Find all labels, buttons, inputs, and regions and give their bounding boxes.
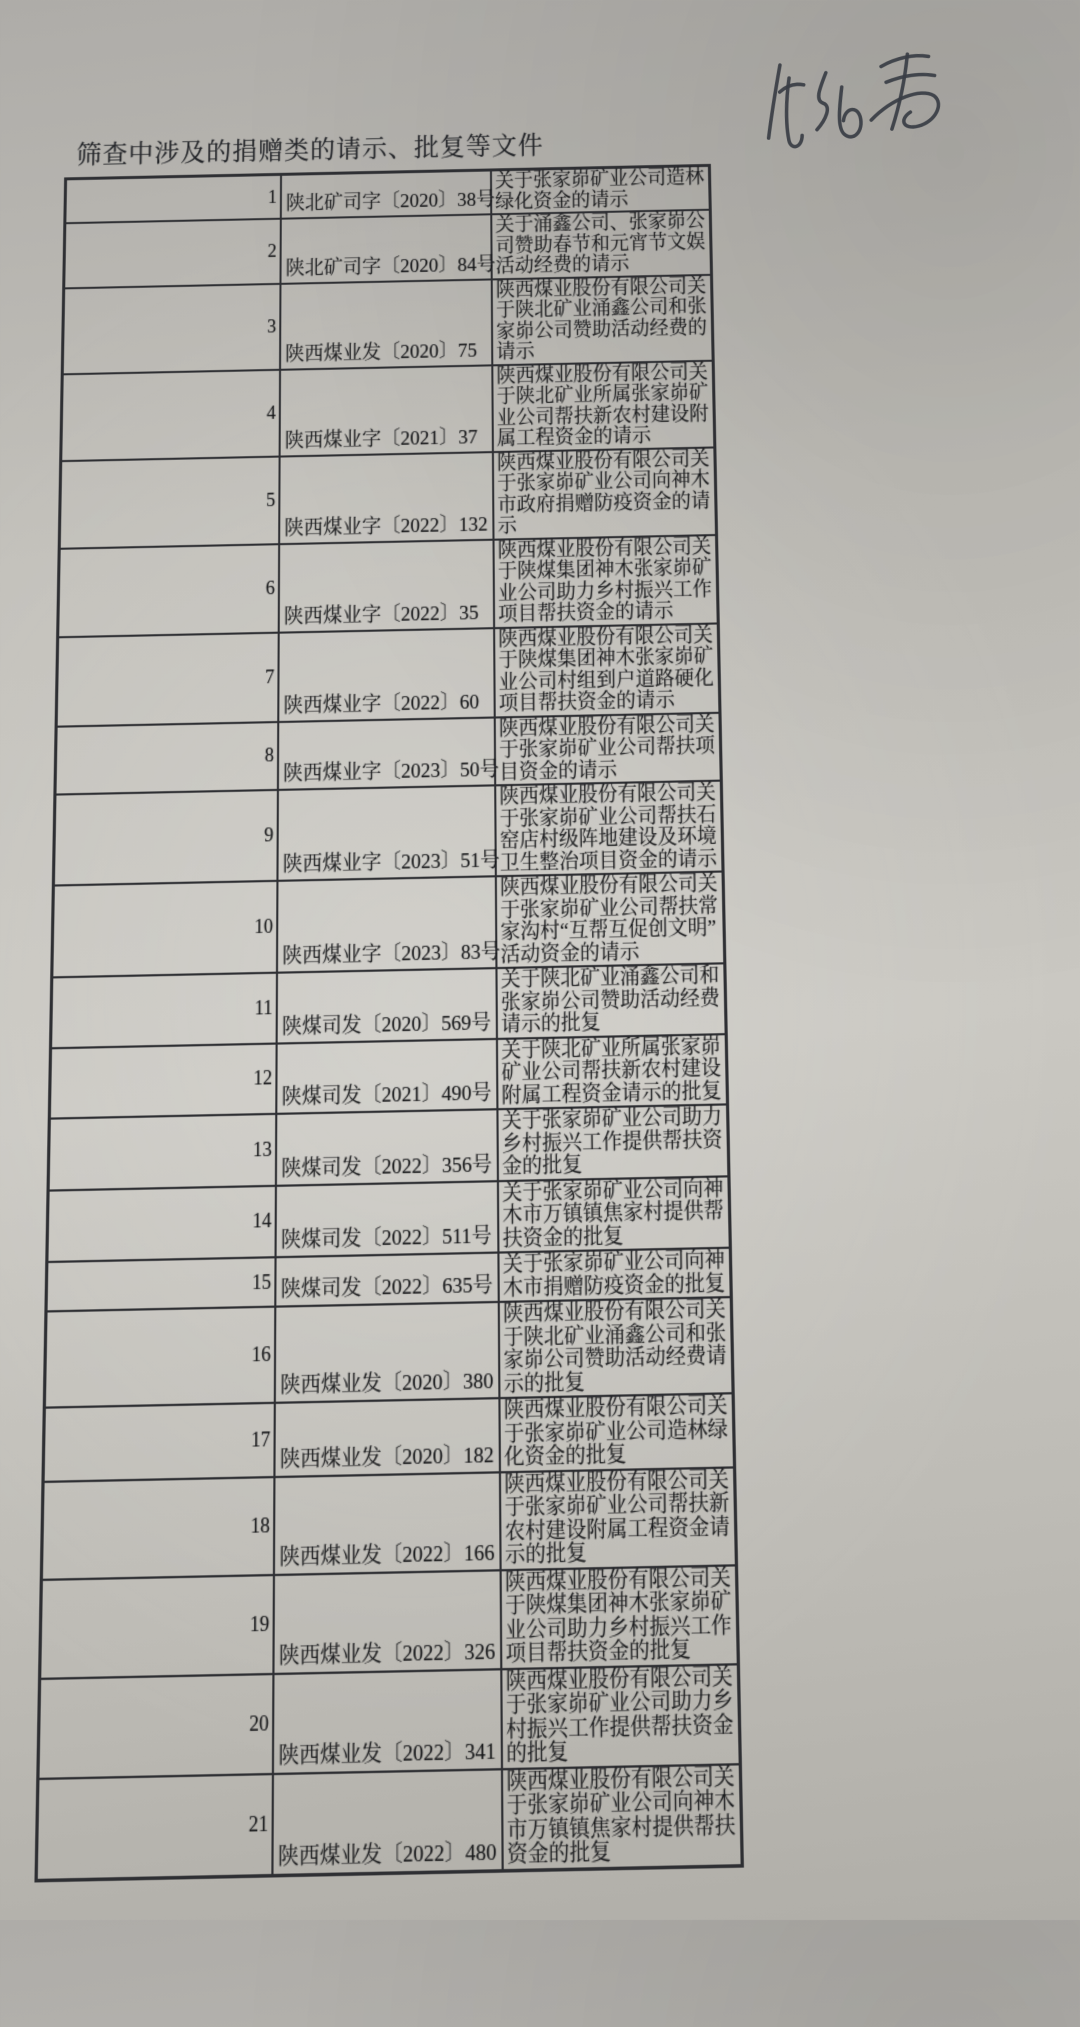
doc-title: 陕西煤业股份有限公司关于张家峁矿业公司帮扶常家沟村“互帮互促创文明”活动资金的请示 xyxy=(499,872,719,967)
table-row xyxy=(64,273,712,372)
doc-number: 陕西煤业字〔2023〕83号 xyxy=(282,940,501,969)
doc-title-cell xyxy=(495,536,717,627)
table-row xyxy=(61,446,715,547)
doc-number: 陕西煤业字〔2022〕132 xyxy=(284,513,488,540)
doc-number: 陕北矿司字〔2020〕38号 xyxy=(285,189,496,215)
row-number: 19 xyxy=(249,1611,270,1636)
row-number: 21 xyxy=(248,1811,269,1836)
row-number-cell xyxy=(65,220,282,287)
doc-number-cell xyxy=(275,1571,503,1672)
table-row xyxy=(51,1033,726,1118)
row-number-cell xyxy=(45,1404,276,1480)
doc-title-cell xyxy=(495,624,718,716)
table-row xyxy=(55,780,722,885)
table-row xyxy=(59,533,716,635)
doc-title-cell xyxy=(501,1468,735,1568)
row-number: 16 xyxy=(251,1342,271,1366)
paper-sheet xyxy=(16,87,856,2027)
row-number-cell xyxy=(66,176,282,222)
doc-title: 陕西煤业股份有限公司关于陕煤集团神木张家峁矿业公司助力乡村振兴工作项目帮扶资金的请示 xyxy=(497,535,713,626)
doc-number: 陕煤司发〔2022〕511号 xyxy=(280,1224,492,1253)
row-number: 7 xyxy=(265,665,275,687)
row-number-cell xyxy=(57,723,280,794)
doc-title: 陕西煤业股份有限公司关于张家峁矿业公司助力乡村振兴工作提供帮扶资金的批复 xyxy=(505,1664,734,1767)
doc-number: 陕西煤业发〔2022〕480 xyxy=(277,1839,497,1870)
doc-title-cell xyxy=(500,1298,732,1397)
row-number-cell xyxy=(64,284,282,372)
doc-number: 陕西煤业发〔2022〕341 xyxy=(278,1739,496,1769)
doc-title: 关于陕北矿业涌鑫公司和张家峁公司赞助活动经费请示的批复 xyxy=(500,964,720,1037)
doc-number: 陕西煤业发〔2022〕166 xyxy=(279,1540,495,1570)
row-number: 6 xyxy=(265,576,275,598)
doc-number: 陕西煤业发〔2020〕380 xyxy=(280,1369,494,1399)
doc-title-cell xyxy=(492,211,710,278)
doc-number: 陕煤司发〔2020〕569号 xyxy=(281,1011,492,1039)
row-number-cell xyxy=(58,633,280,725)
doc-title-cell xyxy=(503,1765,741,1869)
row-number: 1 xyxy=(267,186,277,207)
doc-number-cell xyxy=(274,1770,504,1873)
table-row xyxy=(65,209,710,287)
doc-title-cell xyxy=(493,275,712,363)
table-row xyxy=(43,1466,735,1578)
row-number: 4 xyxy=(266,401,276,423)
row-number-cell xyxy=(55,791,279,884)
doc-number-cell xyxy=(281,280,493,368)
table-row xyxy=(38,1763,741,1879)
doc-number-cell xyxy=(278,877,501,971)
row-number: 10 xyxy=(254,915,274,938)
row-number-cell xyxy=(40,1675,275,1778)
doc-title: 陕西煤业股份有限公司关于陕煤集团神木张家峁矿业公司村组到户道路硬化项目帮扶资金的请示 xyxy=(498,624,714,716)
row-number-cell xyxy=(50,1115,278,1189)
table-row xyxy=(40,1663,739,1778)
doc-number-cell xyxy=(276,1303,501,1402)
doc-number: 陕北矿司字〔2020〕84号 xyxy=(285,253,496,280)
doc-number: 陕西煤业发〔2020〕75 xyxy=(285,339,478,366)
row-number: 12 xyxy=(253,1066,273,1090)
doc-number-cell xyxy=(274,1670,503,1772)
doc-number: 陕西煤业发〔2020〕182 xyxy=(279,1443,495,1472)
row-number: 17 xyxy=(250,1427,271,1451)
doc-number-cell xyxy=(281,215,496,282)
table-row xyxy=(41,1564,736,1677)
row-number: 5 xyxy=(266,489,276,510)
doc-number-cell xyxy=(277,1110,499,1184)
row-number: 15 xyxy=(251,1270,272,1294)
doc-number-cell xyxy=(277,1182,500,1256)
table-row xyxy=(57,711,720,793)
row-number-cell xyxy=(61,457,281,547)
doc-title: 陕西煤业股份有限公司关于张家峁矿业公司帮扶石窑店村级阵地建设及环境卫生整治项目资金的请示 xyxy=(499,781,718,875)
doc-number-cell xyxy=(277,1039,498,1112)
doc-title-cell xyxy=(498,1106,727,1180)
table-row xyxy=(45,1392,733,1480)
doc-number-cell xyxy=(276,1399,501,1475)
table-row xyxy=(48,1175,728,1261)
doc-number: 陕西煤业字〔2021〕37 xyxy=(284,426,478,452)
page-title: 筛查中涉及的捐赠类的请示、批复等文件 xyxy=(76,132,544,170)
doc-number-cell xyxy=(278,969,498,1042)
doc-title-cell xyxy=(500,1394,732,1470)
row-number-cell xyxy=(59,545,280,636)
doc-number: 陕西煤业字〔2022〕35 xyxy=(283,601,479,628)
doc-title: 陕西煤业股份有限公司关于陕北矿业所属张家峁矿业公司帮扶新农村建设附属工程资金的请示 xyxy=(496,361,709,450)
table-row xyxy=(46,1296,732,1406)
doc-number: 陕煤司发〔2022〕356号 xyxy=(281,1153,493,1181)
table-row xyxy=(50,1103,728,1189)
row-number-cell xyxy=(43,1478,276,1579)
doc-number-cell xyxy=(279,629,495,721)
doc-number: 陕西煤业字〔2022〕60 xyxy=(283,690,480,718)
doc-title-cell xyxy=(502,1665,738,1768)
doc-title-cell xyxy=(493,361,713,450)
row-number: 9 xyxy=(264,824,274,846)
doc-number: 陕煤司发〔2022〕635号 xyxy=(280,1273,493,1303)
row-number-cell xyxy=(52,974,278,1047)
doc-title: 关于陕北矿业所属张家峁矿业公司帮扶新农村建设附属工程资金请示的批复 xyxy=(501,1034,722,1108)
row-number-cell xyxy=(51,1044,278,1117)
doc-title: 陕西煤业股份有限公司关于陕北矿业涌鑫公司和张家峁公司赞助活动经费的请示 xyxy=(495,275,708,364)
table-row xyxy=(58,622,719,725)
doc-title: 陕西煤业股份有限公司关于张家峁矿业公司向神木市政府捐赠防疫资金的请示 xyxy=(496,448,711,538)
doc-title: 陕西煤业股份有限公司关于张家峁矿业公司帮扶项目资金的请示 xyxy=(498,713,716,784)
row-number: 14 xyxy=(252,1209,272,1233)
doc-number-cell xyxy=(281,366,494,455)
doc-title-cell xyxy=(499,1249,729,1301)
doc-title-cell xyxy=(502,1566,737,1668)
row-number-cell xyxy=(48,1186,277,1261)
doc-title: 关于张家峁矿业公司向神木市捐赠防疫资金的批复 xyxy=(502,1248,726,1301)
doc-title-cell xyxy=(496,782,721,875)
doc-title: 关于涌鑫公司、张家峁公司赞助春节和元宵节文娱活动经费的请示 xyxy=(495,210,706,278)
document-table xyxy=(34,164,743,1882)
doc-number: 陕西煤业发〔2022〕326 xyxy=(278,1639,496,1669)
doc-number-cell xyxy=(279,718,500,789)
row-number: 20 xyxy=(249,1711,269,1735)
doc-title-cell xyxy=(499,1177,729,1251)
doc-number-cell xyxy=(278,786,500,879)
row-number-cell xyxy=(46,1308,276,1407)
doc-title-cell xyxy=(496,713,720,784)
doc-title: 关于张家峁矿业公司助力乡村振兴工作提供帮扶资金的批复 xyxy=(501,1105,723,1179)
row-number: 11 xyxy=(254,996,273,1019)
row-number-cell xyxy=(62,370,281,459)
row-number-cell xyxy=(48,1258,277,1310)
doc-title: 陕西煤业股份有限公司关于陕北矿业涌鑫公司和张家峁公司赞助活动经费请示的批复 xyxy=(503,1298,727,1397)
doc-title: 关于张家峁矿业公司向神木市万镇镇焦家村提供帮扶资金的批复 xyxy=(502,1177,725,1251)
row-number: 8 xyxy=(264,744,275,767)
doc-title-cell xyxy=(492,167,709,213)
handwritten-signature xyxy=(757,41,947,159)
doc-title: 陕西煤业股份有限公司关于张家峁矿业公司向神木市万镇镇焦家村提供帮扶资金的批复 xyxy=(506,1764,736,1868)
doc-title: 陕西煤业股份有限公司关于张家峁矿业公司造林绿化资金的批复 xyxy=(503,1394,729,1470)
table-row xyxy=(62,359,713,459)
table-row xyxy=(53,870,723,976)
row-number-cell xyxy=(38,1775,274,1879)
table-row xyxy=(52,962,724,1046)
doc-title-cell xyxy=(494,448,715,538)
doc-number: 陕西煤业字〔2023〕50号 xyxy=(283,758,500,786)
row-number: 2 xyxy=(267,240,277,261)
row-number-cell xyxy=(53,882,278,976)
doc-title: 关于张家峁矿业公司造林绿化资金的请示 xyxy=(494,167,705,213)
doc-title-cell xyxy=(498,964,725,1037)
row-number: 13 xyxy=(252,1137,272,1161)
doc-number-cell xyxy=(280,540,495,631)
doc-number-cell xyxy=(282,171,496,217)
doc-title-cell xyxy=(498,1035,726,1108)
doc-title-cell xyxy=(497,873,723,967)
row-number-cell xyxy=(41,1576,275,1678)
signature-ink-icon xyxy=(757,41,947,159)
doc-number: 陕西煤业字〔2023〕51号 xyxy=(282,849,500,877)
doc-number: 陕煤司发〔2021〕490号 xyxy=(281,1081,492,1110)
row-number: 18 xyxy=(250,1513,270,1537)
doc-title: 陕西煤业股份有限公司关于陕煤集团神木张家峁矿业公司助力乡村振兴工作项目帮扶资金的批复 xyxy=(504,1566,732,1667)
doc-number-cell xyxy=(276,1254,499,1306)
doc-number-cell xyxy=(275,1473,502,1573)
doc-number-cell xyxy=(280,453,494,543)
doc-title: 陕西煤业股份有限公司关于张家峁矿业公司帮扶新农村建设附属工程资金请示的批复 xyxy=(504,1468,731,1568)
row-number: 3 xyxy=(267,315,277,337)
